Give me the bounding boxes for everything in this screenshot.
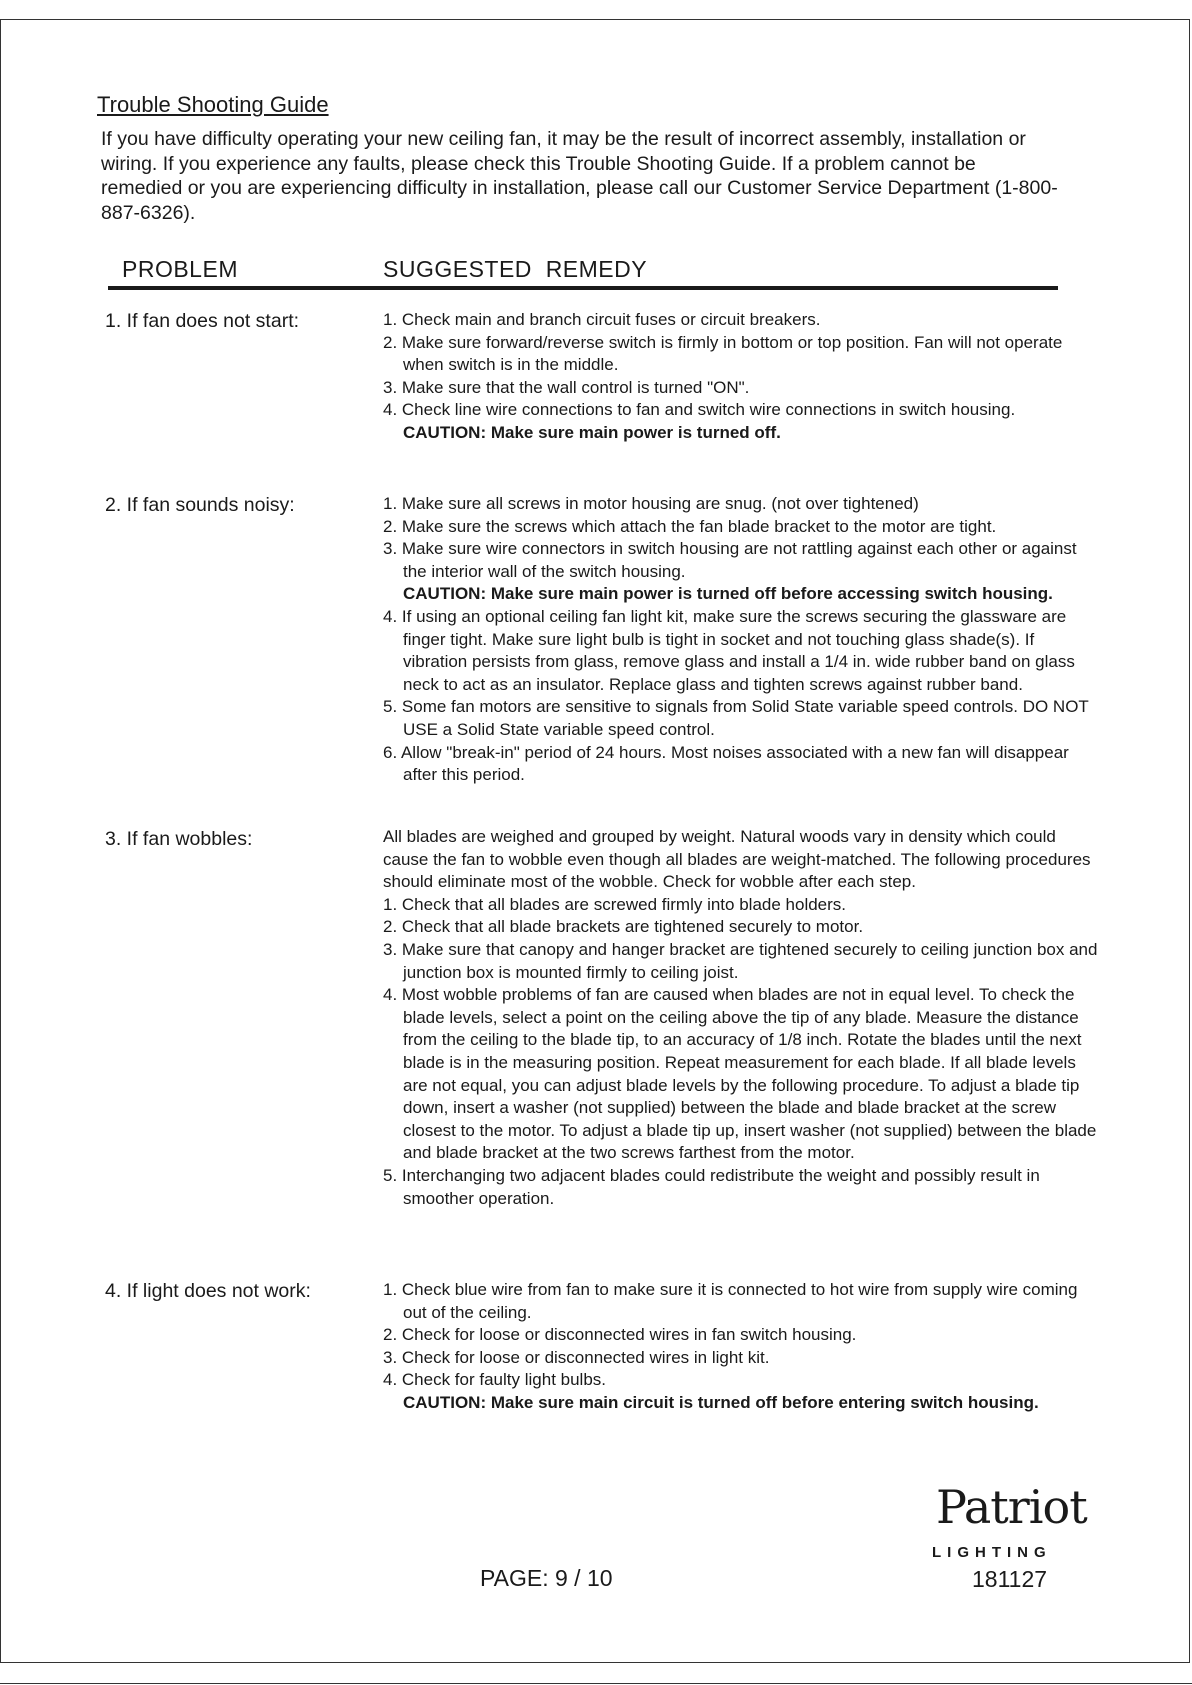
remedy-item: 3. Check for loose or disconnected wires in light kit. <box>383 1347 770 1367</box>
remedy-item: 2. Check for loose or disconnected wires in fan switch housing. <box>383 1325 857 1345</box>
remedy-item: 5. Some fan motors are sensitive to signals from Solid State variable speed controls. DO NOT USE a Solid State variable speed control. <box>383 697 1089 739</box>
remedy-block-2 <box>383 493 1103 787</box>
remedy-item: 4. Check for faulty light bulbs. <box>383 1370 607 1390</box>
remedy-intro: All blades are weighed and grouped by weight. Natural woods vary in density which could cause the fan to wobble even though all blades are weight-matched. The following procedures should eliminate most of the wobble. Check for wobble after each step. <box>383 827 1091 892</box>
remedy-item: 3. Make sure that canopy and hanger bracket are tightened securely to ceiling junction box and junction box is mounted firmly to ceiling joist. <box>383 939 1098 982</box>
remedy-item: 3. Make sure wire connectors in switch housing are not rattling against each other or against the interior wall of the switch housing. <box>383 539 1077 581</box>
caution-note: CAUTION: Make sure main power is turned off. <box>403 422 781 442</box>
intro-paragraph: If you have difficulty operating your new ceiling fan, it may be the result of incorrect assembly, installation or wiring. If you experience any faults, please check this Trouble Shooting Guide. If a problem cannot be remedied or you are experiencing difficulty in installation, please call our Customer Service Department (1-800-887-6326). <box>101 128 1058 224</box>
remedy-item: 1. Make sure all screws in motor housing are snug. (not over tightened) <box>383 494 919 513</box>
problem-label-2: 2. If fan sounds noisy: <box>105 494 295 516</box>
page-number: PAGE: 9 / 10 <box>480 1565 613 1591</box>
remedy-item: 2. Make sure the screws which attach the fan blade bracket to the motor are tight. <box>383 516 997 536</box>
remedy-item: 1. Check that all blades are screwed firmly into blade holders. <box>383 894 847 914</box>
guide-title: Trouble Shooting Guide <box>97 92 329 117</box>
document-code: 181127 <box>972 1566 1048 1592</box>
problem-label-4: 4. If light does not work: <box>105 1280 311 1302</box>
patriot-lighting-logo <box>930 1480 1100 1561</box>
logo-wordmark: Patriot <box>936 1480 1087 1534</box>
remedy-item: 3. Make sure that the wall control is turned "ON". <box>383 377 750 397</box>
remedy-item: 1. Check main and branch circuit fuses or circuit breakers. <box>383 310 821 329</box>
remedy-column-header: SUGGESTED REMEDY <box>383 256 648 282</box>
remedy-item: 4. If using an optional ceiling fan light kit, make sure the screws securing the glassware are finger tight. Make sure light bulb is tight in socket and not touching glass shade(s). If vibration persists from glass, remove glass and install a 1/4 in. wide rubber band on glass neck to act as an insulator. Replace glass and tighten screws against rubber band. <box>383 606 1075 694</box>
bottom-rule <box>0 1683 1192 1684</box>
remedy-item: 4. Most wobble problems of fan are caused when blades are not in equal level. To check the blade levels, select a point on the ceiling above the tip of any blade. Measure the distance from the ceiling to the blade tip, to an accuracy of 1/8 inch. Rotate the blades until the next blade is in the measuring position. Repeat measurement for each blade. If all blade levels are not equal, you can adjust blade levels by the following procedure. To adjust a blade tip down, insert a washer (not supplied) between the blade and blade bracket at the screw closest to the motor. To adjust a blade tip up, insert washer (not supplied) between the blade and blade bracket at the two screws farthest from the motor. <box>383 985 1097 1163</box>
remedy-block-1 <box>383 309 1103 445</box>
logo-subtitle: LIGHTING <box>932 1544 1052 1561</box>
remedy-item: 2. Make sure forward/reverse switch is firmly in bottom or top position. Fan will not operate when switch is in the middle. <box>383 332 1063 375</box>
remedy-item: 1. Check blue wire from fan to make sure it is connected to hot wire from supply wire coming out of the ceiling. <box>383 1280 1078 1322</box>
problem-label-1: 1. If fan does not start: <box>105 310 300 332</box>
remedy-item: 5. Interchanging two adjacent blades could redistribute the weight and possibly result in smoother operation. <box>383 1165 1040 1208</box>
caution-note: CAUTION: Make sure main power is turned off before accessing switch housing. <box>403 584 1053 604</box>
caution-note: CAUTION: Make sure main circuit is turned off before entering switch housing. <box>403 1392 1039 1412</box>
problem-label-3: 3. If fan wobbles: <box>105 828 253 850</box>
remedy-item: 4. Check line wire connections to fan and switch wire connections in switch housing. <box>383 400 1016 420</box>
header-rule <box>108 286 1058 290</box>
remedy-block-3 <box>383 826 1103 1210</box>
remedy-item: 2. Check that all blade brackets are tightened securely to motor. <box>383 917 864 937</box>
problem-column-header: PROBLEM <box>122 256 238 282</box>
remedy-item: 6. Allow "break-in" period of 24 hours. Most noises associated with a new fan will disappear after this period. <box>383 742 1069 785</box>
remedy-block-4 <box>383 1279 1103 1415</box>
